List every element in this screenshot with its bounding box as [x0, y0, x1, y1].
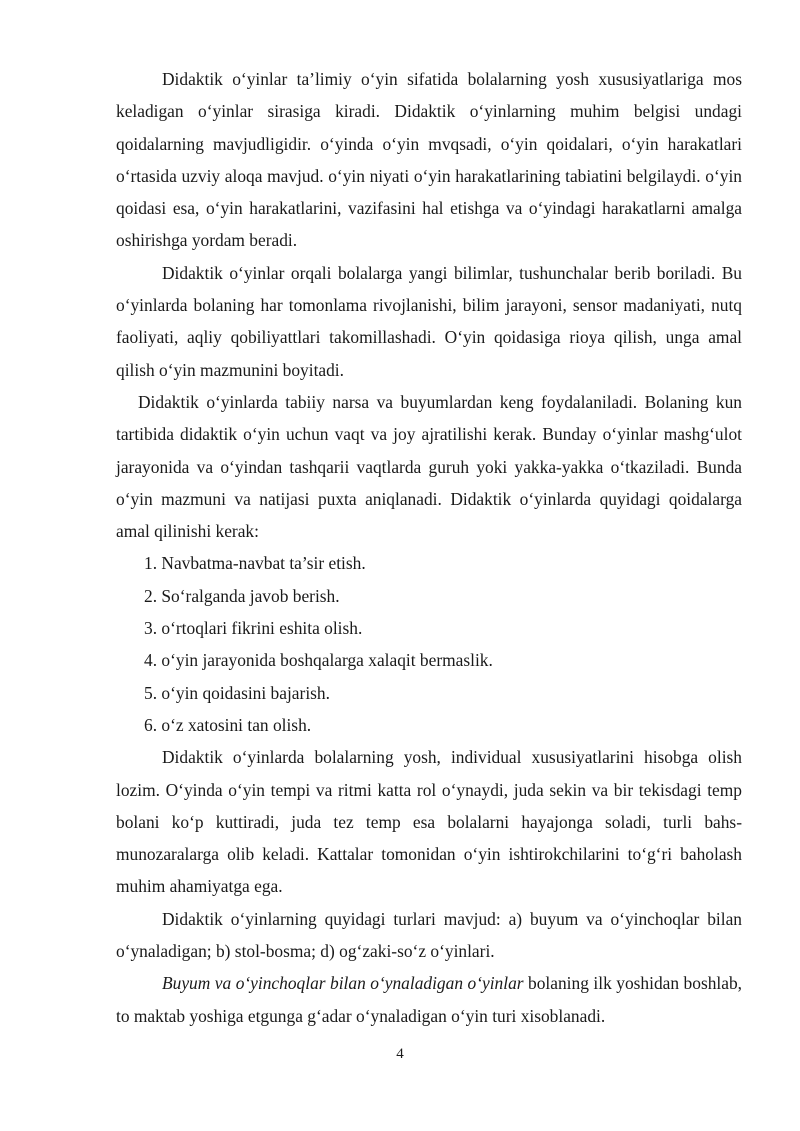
- paragraph-game-types: Didaktik o‘yinlarning quyidagi turlari mavjud: a) buyum va o‘yinchoqlar bilan o‘ynaladigan; b) stol-bosma; d) og‘zaki-so‘z o‘yinlari.: [116, 908, 742, 962]
- list-item: 1. Navbatma-navbat ta’sir etish.: [144, 553, 366, 574]
- paragraph-natural-objects: Didaktik o‘yinlarda tabiiy narsa va buyumlardan keng foydalaniladi. Bolaning kun tartibida didaktik o‘yin uchun vaqt va joy ajratilishi kerak. Bunday o‘yinlar mashg‘ulot jarayonida va o‘yindan tashqarii vaqtlarda guruh yoki yakka-yakka o‘tkaziladi. Bunda o‘yin mazmuni va natijasi puxta aniqlanadi. Didaktik o‘yinlarda quyidagi qoidalarga amal qilinishi kerak:: [116, 391, 742, 542]
- document-body: [116, 63, 742, 1032]
- list-item: 2. So‘ralganda javob berish.: [144, 585, 340, 606]
- italic-term: Buyum va o‘yinchoqlar bilan o‘ynaladigan o‘yinlar: [162, 973, 524, 994]
- list-item: 6. o‘z xatosini tan olish.: [144, 714, 312, 735]
- list-item: 3. o‘rtoqlari fikrini eshita olish.: [144, 618, 363, 639]
- list-item: 5. o‘yin qoidasini bajarish.: [144, 682, 330, 703]
- page-number: 4: [396, 1046, 404, 1062]
- paragraph-toy-games: [116, 967, 742, 1032]
- paragraph-didactic-games-definition: Didaktik o‘yinlar ta’limiy o‘yin sifatida bolalarning yosh xususiyatlariga mos keladigan o‘yinlar sirasiga kiradi. Didaktik o‘yinlarning muhim belgisi undagi qoidalarning mavjudligidir. o‘yinda o‘yin mvqsadi, o‘yin qoidalari, o‘yin harakatlari o‘rtasida uzviy aloqa mavjud. o‘yin niyati o‘yin harakatlarining tabiatini belgilaydi. o‘yin qoidasi esa, o‘yin harakatlarini, vazifasini hal etishga va o‘yindagi harakatlarni amalga oshirishga yordam beradi.: [116, 69, 742, 251]
- paragraph-knowledge-through-games: Didaktik o‘yinlar orqali bolalarga yangi bilimlar, tushunchalar berib boriladi. Bu o‘yinlarda bolaning har tomonlama rivojlanishi, bilim jarayoni, sensor madaniyati, nutq faoliyati, aqliy qobiliyattlari takomillashadi. O‘yin qoidasiga rioya qilish, unga amal qilish o‘yin mazmunini boyitadi.: [116, 262, 742, 380]
- list-item: 4. o‘yin jarayonida boshqalarga xalaqit bermaslik.: [144, 650, 493, 671]
- paragraph-age-characteristics: Didaktik o‘yinlarda bolalarning yosh, individual xususiyatlarini hisobga olish lozim. O‘yinda o‘yin tempi va ritmi katta rol o‘ynaydi, juda sekin va bir tekisdagi temp bolani ko‘p kuttiradi, juda tez temp esa bolalarni hayajonga soladi, turli bahs-munozaralarga olib keladi. Kattalar tomonidan o‘yin ishtirokchilarini to‘g‘ri baholash muhim ahamiyatga ega.: [116, 747, 742, 897]
- paragraph-text: bolaning ilk yoshidan boshlab, to maktab yoshiga etgunga g‘adar o‘ynaladigan o‘yin turi xisoblanadi.: [116, 973, 742, 1026]
- rules-list: [116, 547, 742, 741]
